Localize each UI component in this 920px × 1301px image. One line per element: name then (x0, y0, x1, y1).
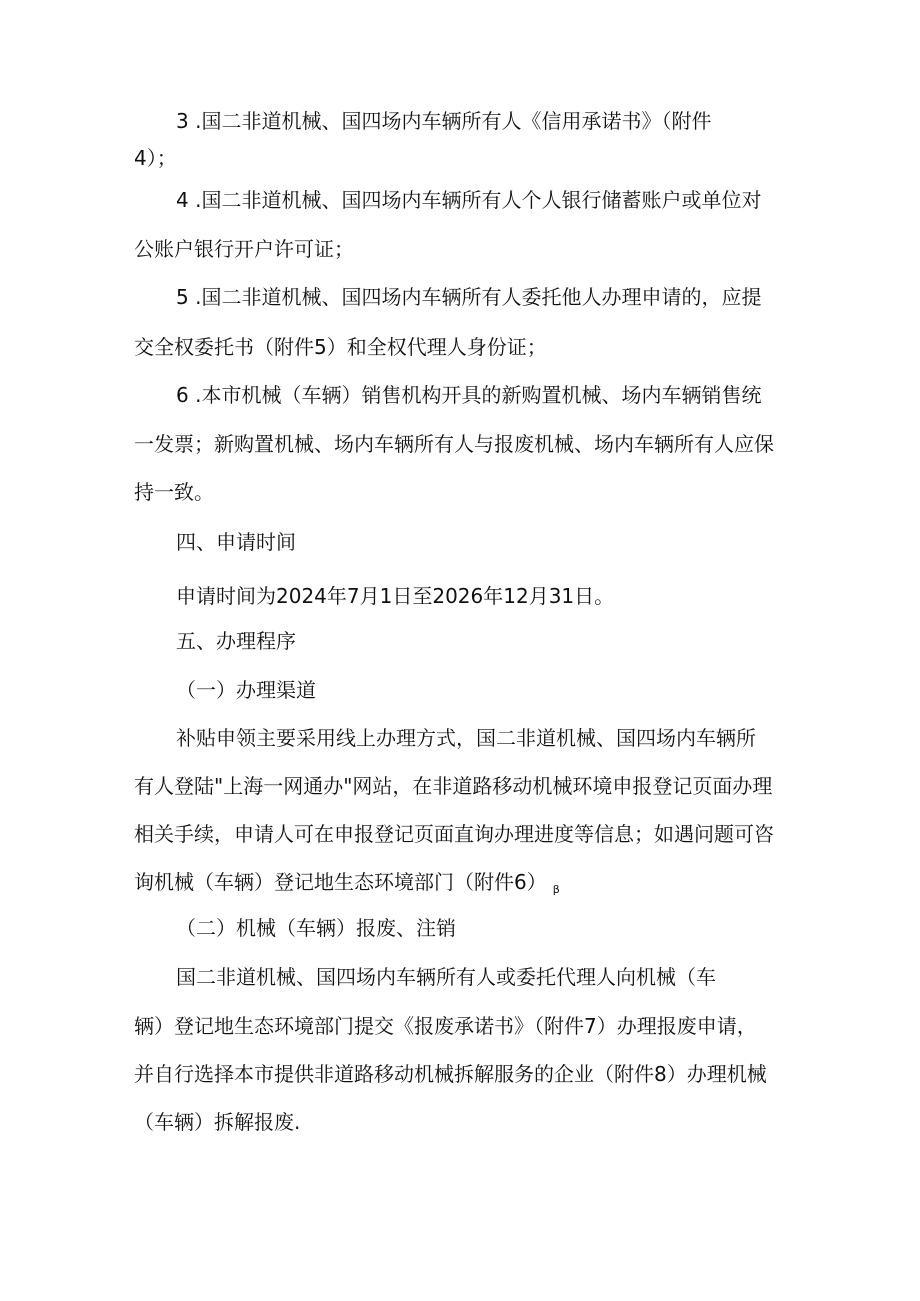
application-time-text: 申请时间为2024年7月1日至2026年12月31日。 (176, 584, 615, 608)
list-item-6-continued: 一发票；新购置机械、场内车辆所有人与报废机械、场内车辆所有人应保 (134, 432, 774, 456)
list-item-6: 6 .本市机械（车辆）销售机构开具的新购置机械、场内车辆销售统 (176, 383, 762, 407)
list-item-3: 3 .国二非道机械、国四场内车辆所有人《信用承诺书》（附件 (176, 109, 712, 133)
section-heading-procedure: 五、办理程序 (176, 629, 296, 653)
scrap-paragraph-line-1: 国二非道机械、国四场内车辆所有人或委托代理人向机械（车 (176, 965, 716, 989)
subsection-heading-channel: （一）办理渠道 (176, 678, 316, 702)
channel-paragraph-line-1: 补贴申领主要采用线上办理方式，国二非道机械、国四场内车辆所 (176, 726, 756, 750)
subsection-heading-scrap: （二）机械（车辆）报废、注销 (176, 916, 456, 940)
list-item-5-continued: 交全权委托书（附件5）和全权代理人身份证； (134, 335, 547, 359)
scrap-paragraph-line-4: （车辆）拆解报废. (134, 1110, 301, 1134)
channel-paragraph-line-2: 有人登陆"上海一网通办"网站，在非道路移动机械环境申报登记页面办理 (134, 774, 773, 798)
list-item-4: 4 .国二非道机械、国四场内车辆所有人个人银行储蓄账户或单位对 (176, 188, 762, 212)
list-item-3-continued: 4）； (134, 146, 177, 170)
stray-mark: β (552, 883, 560, 896)
list-item-4-continued: 公账户银行开户许可证； (134, 237, 354, 261)
scrap-paragraph-line-2: 辆）登记地生态环境部门提交《报废承诺书》（附件7）办理报废申请， (134, 1014, 757, 1038)
list-item-5: 5 .国二非道机械、国四场内车辆所有人委托他人办理申请的，应提 (176, 285, 762, 309)
channel-paragraph-line-4-text: 询机械（车辆）登记地生态环境部门（附件6） (134, 870, 547, 894)
section-heading-application-time: 四、申请时间 (176, 530, 296, 554)
channel-paragraph-line-4 (134, 869, 560, 895)
list-item-6-end: 持一致。 (134, 480, 214, 504)
scrap-paragraph-line-3: 并自行选择本市提供非道路移动机械拆解服务的企业（附件8）办理机械 (134, 1062, 767, 1086)
channel-paragraph-line-3: 相关手续，申请人可在申报登记页面直询办理进度等信息；如遇问题可咨 (134, 822, 774, 846)
